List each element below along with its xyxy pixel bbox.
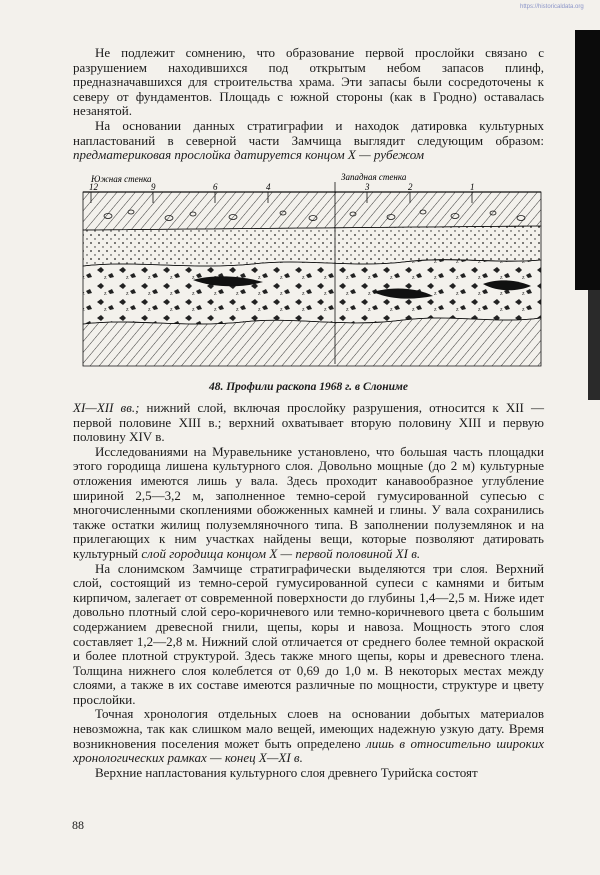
marker-label: 1 [470,182,475,192]
scan-edge-shadow [575,30,600,290]
figure-caption: 48. Профили раскопа 1968 г. в Слониме [208,381,409,393]
marker-label: 4 [266,182,271,192]
paragraph: Верхние напластования культурного слоя древнего Турийска состоят [95,764,478,780]
italic-text: XI—XII вв.; [73,400,147,415]
excavation-profile-figure [73,168,546,380]
page-number: 88 [72,818,84,832]
italic-text: слой городища концом X — первой половиной XI в. [141,545,421,561]
text-block-top [73,46,544,163]
italic-text: предматериковая прослойка датируется концом X — рубежом [73,147,425,163]
scan-edge-shadow-lower [588,290,600,400]
italic-text: лишь в относительно широких хронологических рамках — конец X—XI в. [73,735,544,766]
marker-label: 3 [365,182,370,192]
west-wall-label: Западная стенка [341,172,407,182]
watermark: https://historicaldata.org [520,4,584,10]
paragraph: На слонимском Замчище стратиграфически выделяются три слоя. Верхний слой, состоящий из темно-серой гумусированной супеси с камнями и битым кирпичом, залегает от современной поверхности до глубины 1,4—2,5 м. Ниже идет довольно плотный слой серо-коричневого или темно-коричневого цвета с большим содержанием древесной гнили, щепы, коры и навоза. Мощность этого слоя составляет 1,2—2,8 м. Нижний слой отличается от среднего более темной окраской и более плотной структурой. Здесь также много щепы, коры и древесного тлена. Толщина нижнего слоя колеблется от 0,69 до 1,0 м. В некоторых местах между слоями, а также в их составе имеются различные по мощности, структуре и цвету прослойки. [73,560,544,707]
marker-label: 6 [213,182,218,192]
text-block-bottom [73,401,544,780]
paragraph-text: На основании данных стратиграфии и находок датировка культурных напластований в северной части Замчища выглядит следующим образом: [73,117,544,148]
paragraph-text: нижний слой, включая прослойку разрушения, относится к XII — первой половине XIII в.; верхний охватывает вторую половину XIII и первую половину XIV в. [73,400,544,445]
paragraph [73,401,544,445]
lower-layer [83,260,541,324]
paragraph [73,707,544,765]
paragraph [73,445,544,562]
subsoil-layer [83,318,541,366]
south-wall-label: Южная стенка [91,174,152,184]
marker-label: 2 [408,182,413,192]
marker-label: 12 [89,182,98,192]
paragraph: Не подлежит сомнению, что образование первой прослойки связано с разрушением находившихся под открытым небом запасов плинф, предназначавшихся для строительства храма. Эти запасы были сосредоточены к северу от фундаментов. Площадь с южной стороны (как в Гродно) оставалась незанятой. [73,45,544,119]
paragraph-text: Точная хронология отдельных слоев на основании добытых материалов невозможна, так как слишком мало вещей, имеющих надежную узкую дату. Время возникновения поселения может быть определено [73,706,544,751]
paragraph-text: Исследованиями на Муравельнике установлено, что большая часть площадки этого городища лишена культурного слоя. Довольно мощные (до 2 м) культурные отложения имеются лишь у вала. Здесь проходит канавообразное углубление шириной 2,5—3,2 м, заполненное темно-серой гумусированной супесью с многочисленными скоплениями обожженных камней и глины. У вала сохранились также остатки жилищ полуземляночного типа. В заполнении полуземлянок и на прилегающих к ним участках найдены вещи, которые позволяют датировать культурный [73,443,544,561]
upper-layer [83,192,541,230]
marker-label: 9 [151,182,156,192]
paragraph [73,119,544,163]
profile-drawing [73,168,546,380]
